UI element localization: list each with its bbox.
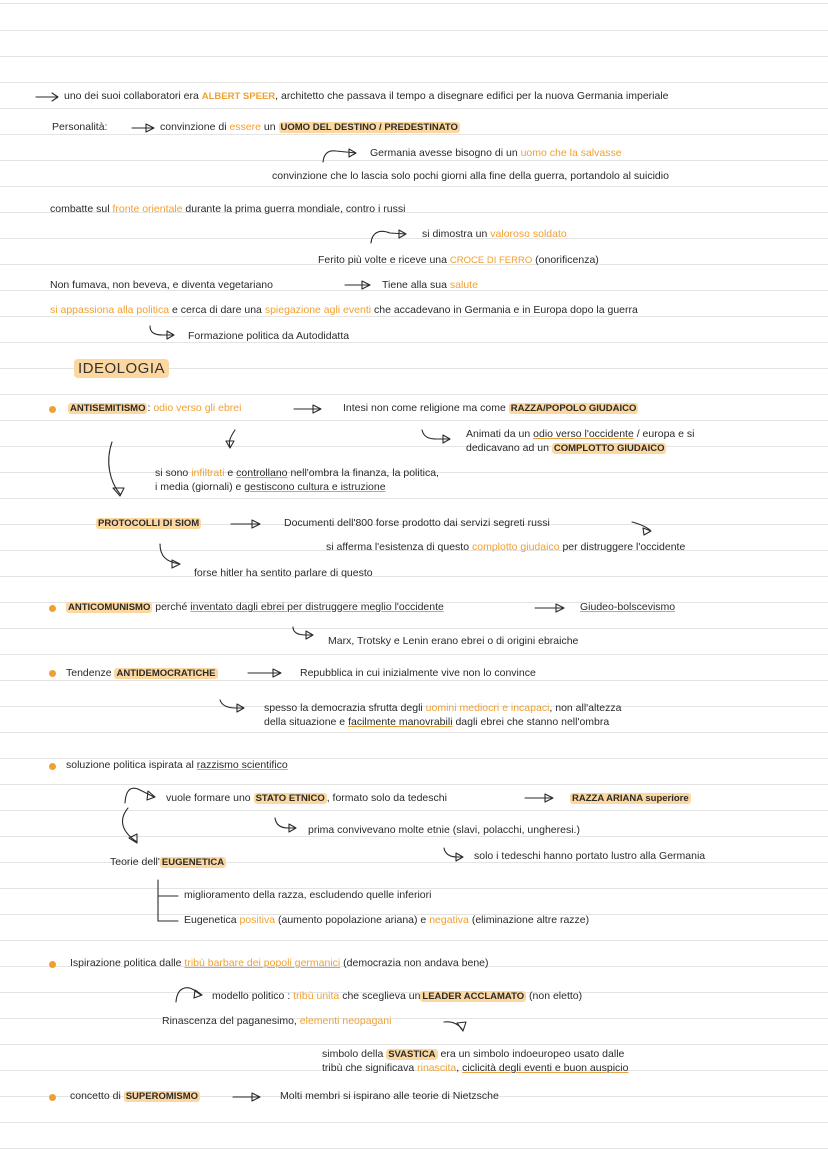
line-giudeo-bolscevismo bbox=[580, 601, 675, 614]
line-nietzsche: Molti membri si ispirano alle teorie di Nietzsche bbox=[280, 1090, 499, 1102]
text-complotto-giudaico: complotto giudaico bbox=[471, 541, 560, 553]
line-antisemitismo bbox=[68, 402, 241, 415]
text: si afferma l'esistenza di questo bbox=[326, 541, 470, 553]
text: Ferito più volte e riceve una bbox=[318, 254, 447, 266]
line-media bbox=[155, 481, 386, 494]
line-tedeschi-lustro: solo i tedeschi hanno portato lustro alla Germania bbox=[474, 850, 706, 862]
text: , non all'altezza bbox=[549, 702, 622, 714]
text: (aumento popolazione ariana) e bbox=[278, 914, 427, 926]
text-negativa: negativa bbox=[429, 914, 469, 926]
text-positiva: positiva bbox=[239, 914, 276, 926]
text-uomini-mediocri: uomini mediocri e incapaci bbox=[425, 702, 550, 714]
text: i media (giornali) e bbox=[155, 481, 242, 493]
line-razza-ariana bbox=[570, 792, 691, 805]
line-albert-speer bbox=[64, 90, 669, 103]
line-miglioramento: miglioramento della razza, escludendo quelle inferiori bbox=[184, 889, 432, 901]
highlight-leader-acclamato: LEADER ACCLAMATO bbox=[422, 991, 525, 1002]
label-personalita bbox=[52, 121, 107, 134]
text: Teorie dell' bbox=[110, 856, 160, 868]
highlight-anticomunismo: ANTICOMUNISMO bbox=[68, 602, 151, 613]
bullet-icon bbox=[49, 670, 56, 677]
line-democrazia-2 bbox=[264, 716, 609, 729]
line-svastica-1 bbox=[322, 1048, 624, 1061]
text: (democrazia non andava bene) bbox=[343, 957, 489, 969]
text-neopagani: elementi neopagani bbox=[299, 1015, 392, 1027]
text-odio-occidente: odio verso l'occidente bbox=[533, 428, 634, 440]
text: nell'ombra la finanza, la politica, bbox=[290, 467, 439, 479]
text: e bbox=[227, 467, 234, 479]
line-documenti: Documenti dell'800 forse prodotto dai servizi segreti russi bbox=[284, 517, 550, 529]
line-protocolli bbox=[96, 517, 201, 530]
text: Tiene alla sua bbox=[382, 279, 447, 291]
section-title-ideologia: IDEOLOGIA bbox=[74, 359, 169, 378]
text: dagli ebrei che stanno nell'ombra bbox=[455, 716, 610, 728]
line-animati bbox=[466, 428, 695, 441]
text-appassiona: si appassiona alla politica bbox=[50, 304, 170, 316]
line-autodidatta: Formazione politica da Autodidatta bbox=[188, 330, 350, 342]
text-uomo-salvasse: uomo che la salvasse bbox=[520, 147, 622, 159]
text: Rinascenza del paganesimo, bbox=[162, 1015, 297, 1027]
text-gestiscono: gestiscono cultura e istruzione bbox=[244, 481, 386, 493]
text: concetto di bbox=[70, 1090, 121, 1102]
text: : bbox=[147, 402, 151, 414]
text: un bbox=[263, 121, 276, 133]
highlight-antisemitismo: ANTISEMITISMO bbox=[70, 403, 146, 414]
text: si sono bbox=[155, 467, 189, 479]
bullet-icon bbox=[49, 406, 56, 413]
text: tribù che significava bbox=[322, 1062, 415, 1074]
text: soluzione politica ispirata al bbox=[66, 759, 194, 771]
line-antidemocratiche bbox=[66, 667, 218, 680]
text-giudeo-bolscevismo: Giudeo-bolscevismo bbox=[580, 601, 676, 613]
text-essere: essere bbox=[229, 121, 261, 133]
text: Personalità: bbox=[52, 121, 108, 133]
text-valoroso-soldato: valoroso soldato bbox=[490, 228, 567, 240]
text: della situazione e bbox=[264, 716, 346, 728]
text: Animati da un bbox=[466, 428, 531, 440]
highlight-stato-etnico: STATO ETNICO bbox=[255, 793, 325, 804]
line-razzismo bbox=[66, 759, 288, 772]
highlight-protocolli: PROTOCOLLI DI SIOM bbox=[98, 518, 200, 529]
text: Eugenetica bbox=[184, 914, 237, 926]
text: / europa e si bbox=[636, 428, 695, 440]
text: perché bbox=[155, 601, 188, 613]
line-eugenetica-tipi bbox=[184, 914, 589, 927]
text-inventato: inventato dagli ebrei per distruggere meglio l'occidente bbox=[190, 601, 444, 613]
name-albert-speer: ALBERT SPEER bbox=[201, 91, 276, 102]
line-suicidio: convinzione che lo lascia solo pochi giorni alla fine della guerra, portandolo al suicidio bbox=[272, 170, 669, 182]
line-eugenetica bbox=[110, 856, 226, 869]
line-politica bbox=[50, 304, 638, 317]
text-manovrabili: facilmente manovrabili bbox=[348, 716, 453, 728]
line-razza-giudaica bbox=[343, 402, 638, 415]
line-marx: Marx, Trotsky e Lenin erano ebrei o di origini ebraiche bbox=[328, 635, 579, 647]
line-germania-bisogno bbox=[370, 147, 622, 160]
highlight-svastica: SVASTICA bbox=[388, 1049, 436, 1060]
highlight-superomismo: SUPEROMISMO bbox=[125, 1091, 199, 1102]
text-razzismo-scientifico: razzismo scientifico bbox=[196, 759, 288, 771]
text: modello politico : bbox=[212, 990, 291, 1002]
highlight-razza-popolo-giudaico: RAZZA/POPOLO GIUDAICO bbox=[510, 403, 637, 414]
text: che accadevano in Germania e in Europa dopo la guerra bbox=[374, 304, 638, 316]
line-salute bbox=[382, 279, 478, 292]
highlight-eugenetica: EUGENETICA bbox=[161, 857, 225, 868]
line-fronte-orientale bbox=[50, 203, 405, 216]
text-ciclicita: ciclicità degli eventi e buon auspicio bbox=[462, 1062, 629, 1074]
text: simbolo della bbox=[322, 1048, 384, 1060]
text-odio-ebrei: odio verso gli ebrei bbox=[153, 402, 242, 414]
line-paganesimo bbox=[162, 1015, 391, 1028]
text: Non fumava, non beveva, e diventa vegetariano bbox=[50, 279, 273, 291]
line-croce-di-ferro bbox=[318, 254, 599, 267]
line-forse-hitler: forse hitler ha sentito parlare di questo bbox=[194, 567, 373, 579]
text-infiltrati: infiltrati bbox=[191, 467, 225, 479]
text: era un simbolo indoeuropeo usato dalle bbox=[440, 1048, 625, 1060]
text: si dimostra un bbox=[422, 228, 488, 240]
text-tribu-unita: tribù unita bbox=[293, 990, 340, 1002]
text-rinascita: rinascita bbox=[417, 1062, 457, 1074]
text: Germania avesse bisogno di un bbox=[370, 147, 518, 159]
text: e cerca di dare una bbox=[172, 304, 262, 316]
line-etnie: prima convivevano molte etnie (slavi, polacchi, ungheresi.) bbox=[308, 824, 580, 836]
highlight-complotto-giudaico: COMPLOTTO GIUDAICO bbox=[553, 443, 665, 454]
text-croce-di-ferro: CROCE DI FERRO bbox=[449, 255, 533, 266]
line-anticomunismo bbox=[66, 601, 444, 614]
bullet-icon bbox=[49, 961, 56, 968]
text: uno dei suoi collaboratori era bbox=[64, 90, 199, 102]
line-personalita bbox=[160, 121, 460, 134]
highlight-razza-ariana: RAZZA ARIANA superiore bbox=[572, 793, 689, 804]
text-tribu-barbare: tribù barbare dei popoli germanici bbox=[184, 957, 341, 969]
text-controllano: controllano bbox=[236, 467, 288, 479]
text: , bbox=[456, 1062, 460, 1074]
text: Tendenze bbox=[66, 667, 112, 679]
line-esistenza-complotto bbox=[326, 541, 685, 554]
text: , architetto che passava il tempo a disegnare edifici per la nuova Germania imperiale bbox=[275, 90, 669, 102]
line-superomismo bbox=[70, 1090, 200, 1103]
text: vuole formare uno bbox=[166, 792, 251, 804]
line-stato-etnico bbox=[166, 792, 447, 805]
bullet-icon bbox=[49, 1094, 56, 1101]
bullet-icon bbox=[49, 605, 56, 612]
text: (eliminazione altre razze) bbox=[471, 914, 590, 926]
text: spesso la democrazia sfrutta degli bbox=[264, 702, 423, 714]
text: Intesi non come religione ma come bbox=[343, 402, 506, 414]
text: (onorificenza) bbox=[535, 254, 599, 266]
line-repubblica: Repubblica in cui inizialmente vive non lo convince bbox=[300, 667, 536, 679]
text-salute: salute bbox=[449, 279, 478, 291]
text: , formato solo da tedeschi bbox=[326, 792, 447, 804]
bullet-icon bbox=[49, 763, 56, 770]
line-svastica-2 bbox=[322, 1062, 628, 1075]
line-modello-politico bbox=[212, 990, 582, 1003]
text-fronte-orientale: fronte orientale bbox=[112, 203, 183, 215]
text: per distruggere l'occidente bbox=[562, 541, 686, 553]
text: Ispirazione politica dalle bbox=[70, 957, 182, 969]
text: convinzione di bbox=[160, 121, 227, 133]
highlight-uomo-destino: UOMO DEL DESTINO / PREDESTINATO bbox=[280, 122, 458, 133]
line-valoroso bbox=[422, 228, 567, 241]
text-spiegazione: spiegazione agli eventi bbox=[264, 304, 372, 316]
line-democrazia-1 bbox=[264, 702, 621, 715]
text: durante la prima guerra mondiale, contro i russi bbox=[185, 203, 406, 215]
line-tribu-barbare bbox=[70, 957, 489, 970]
text: (non eletto) bbox=[529, 990, 583, 1002]
text: che sceglieva un bbox=[342, 990, 421, 1002]
text: combatte sul bbox=[50, 203, 110, 215]
line-infiltrati bbox=[155, 467, 439, 480]
highlight-antidemocratiche: ANTIDEMOCRATICHE bbox=[116, 668, 216, 679]
line-vegetariano bbox=[50, 279, 273, 292]
text: dedicavano ad un bbox=[466, 442, 549, 454]
line-complotto bbox=[466, 442, 666, 455]
